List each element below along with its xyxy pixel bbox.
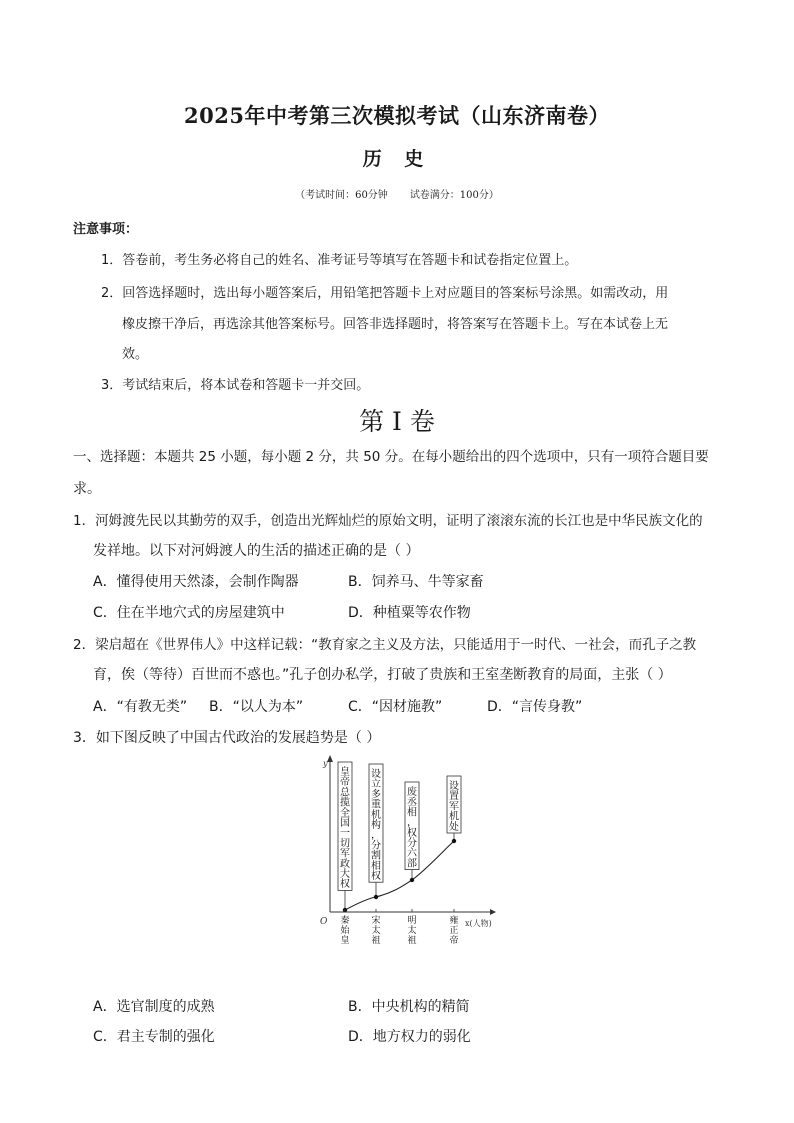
question-3-option-d: D．地方权力的弱化 bbox=[348, 1029, 471, 1045]
question-2-option-c: C．“因材施教” bbox=[348, 699, 443, 715]
data-point-2 bbox=[374, 895, 378, 899]
question-3-option-a: A．选官制度的成熟 bbox=[93, 999, 215, 1015]
question-2-option-d: D．“言传身教” bbox=[487, 699, 583, 715]
section-instruction-line-2: 求。 bbox=[73, 481, 101, 497]
annotation-label-3: 废丞相，权分六部 bbox=[407, 787, 417, 870]
x-tick-label-2: 宋太祖 bbox=[371, 916, 381, 946]
origin-label: O bbox=[320, 917, 328, 927]
trend-chart bbox=[300, 752, 510, 957]
annotation-label-1: 皇帝总揽全国一切军政大权 bbox=[340, 767, 350, 891]
data-point-4 bbox=[452, 839, 456, 843]
notice-heading: 注意事项： bbox=[73, 222, 139, 237]
question-1-option-a: A．懂得使用天然漆，会制作陶器 bbox=[93, 574, 299, 590]
subject-title: 历 史 bbox=[362, 148, 432, 170]
x-tick-label-1: 秦始皇 bbox=[340, 916, 350, 946]
question-2-line-1: 2．梁启超在《世界伟人》中这样记载：“教育家之主义及方法，只能适用于一时代、一社会，而孔子之教 bbox=[73, 637, 697, 653]
question-1-option-b: B．饲养马、牛等家畜 bbox=[348, 574, 484, 590]
notice-item-2-line-2: 橡皮擦干净后，再选涂其他答案标号。回答非选择题时，将答案写在答题卡上。写在本试卷上无 bbox=[122, 317, 669, 332]
x-tick-label-4: 雍正帝 bbox=[449, 916, 459, 946]
trend-curve bbox=[345, 841, 454, 910]
question-2-option-a: A．“有教无类” bbox=[93, 699, 188, 715]
question-1-line-2: 发祥地。以下对河姆渡人的生活的描述正确的是（ ） bbox=[93, 543, 420, 559]
question-3-line-1: 3．如下图反映了中国古代政治的发展趋势是（ ） bbox=[73, 730, 381, 746]
notice-item-3: 3．考试结束后，将本试卷和答题卡一并交回。 bbox=[101, 378, 370, 393]
question-3-option-c: C．君主专制的强化 bbox=[93, 1029, 215, 1045]
question-3-option-b: B．中央机构的精简 bbox=[348, 999, 470, 1015]
x-axis-label: x(人物) bbox=[465, 919, 492, 928]
data-point-3 bbox=[410, 878, 414, 882]
question-2-line-2: 育，俟（等待）百世而不惑也。”孔子创办私学，打破了贵族和王室垄断教育的局面，主张（ ） bbox=[93, 667, 672, 683]
y-axis-label: y bbox=[323, 759, 328, 768]
question-1-option-c: C．住在半地穴式的房屋建筑中 bbox=[93, 605, 285, 621]
annotation-label-2: 设立多重机构，分割相权 bbox=[371, 769, 381, 882]
question-2-option-b: B．“以人为本” bbox=[209, 699, 304, 715]
exam-time: （考试时间：60分钟 bbox=[295, 190, 388, 201]
exam-title: 2025年中考第三次模拟考试（山东济南卷） bbox=[184, 103, 610, 128]
volume-title: 第 I 卷 bbox=[359, 407, 435, 436]
annotation-label-4: 设置军机处 bbox=[449, 781, 459, 833]
x-axis-arrow bbox=[490, 909, 496, 915]
exam-score: 试卷满分：100分） bbox=[409, 190, 499, 201]
x-tick-label-3: 明太祖 bbox=[407, 916, 417, 946]
exam-meta bbox=[0, 186, 794, 201]
question-1-option-d: D．种植粟等农作物 bbox=[348, 605, 471, 621]
question-1-line-1: 1．河姆渡先民以其勤劳的双手，创造出光辉灿烂的原始文明，证明了滚滚东流的长江也是中华民族文化的 bbox=[73, 513, 703, 529]
y-axis-arrow bbox=[327, 755, 333, 762]
section-instruction-line-1: 一、选择题：本题共 25 小题，每小题 2 分，共 50 分。在每小题给出的四个选项中，只有一项符合题目要 bbox=[73, 449, 709, 465]
notice-item-2-line-1: 2．回答选择题时，选出每小题答案后，用铅笔把答题卡上对应题目的答案标号涂黑。如需改动，用 bbox=[101, 286, 669, 301]
notice-item-1: 1．答卷前，考生务必将自己的姓名、准考证号等填写在答题卡和试卷指定位置上。 bbox=[101, 253, 578, 268]
notice-item-2-line-3: 效。 bbox=[122, 347, 149, 362]
